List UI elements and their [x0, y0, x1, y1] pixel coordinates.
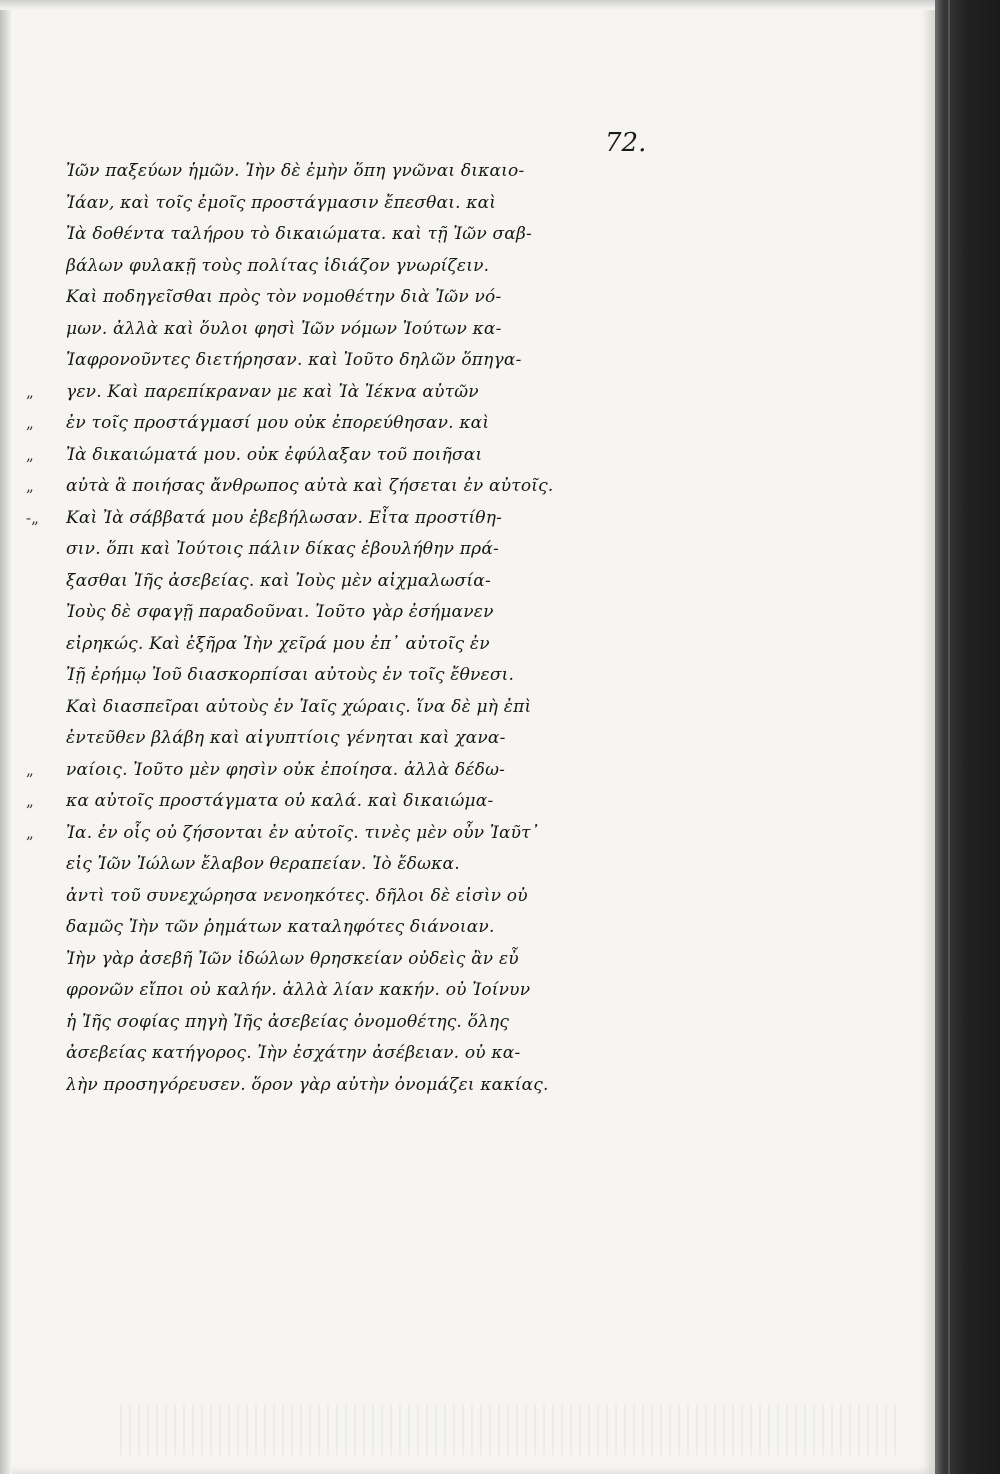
margin-mark [26, 188, 62, 220]
text-line: σιν. ὅπι καὶ Ἰούτοις πάλιν δίκας ἐβουλήθην πρά- [66, 539, 499, 559]
text-line: Καὶ διασπεῖραι αὐτοὺς ἐν Ἰαῖς χώραις. ἵνα δὲ μὴ ἐπὶ [66, 696, 532, 717]
text-line: εἰς Ἰῶν Ἰώλων ἔλαβον θεραπείαν. Ἰὸ ἔδωκα. [66, 854, 460, 874]
margin-quotation-marks [26, 156, 62, 1101]
text-line: βάλων φυλακῇ τοὺς πολίτας ἰδιάζον γνωρίζειν. [66, 255, 490, 276]
text-line: φρονῶν εἴποι οὐ καλήν. ἀλλὰ λίαν κακήν. οὐ Ἰοίνυν [66, 980, 531, 1000]
margin-mark [26, 1007, 62, 1039]
margin-mark [26, 849, 62, 881]
text-line: ἀντὶ τοῦ συνεχώρησα νενοηκότες. δῆλοι δὲ εἰσὶν οὐ [66, 885, 528, 906]
margin-mark [26, 219, 62, 251]
text-line: Ἰαφρονοῦντες διετήρησαν. καὶ Ἰοῦτο δηλῶν ὅπηγα- [66, 350, 522, 370]
margin-mark: „ [26, 823, 34, 842]
margin-mark [26, 660, 62, 692]
margin-mark: „ [26, 477, 34, 495]
text-line: Ἰὴν γὰρ ἀσεβῆ Ἰῶν ἰδώλων θρησκείαν οὐδεὶς ἂν εὖ [66, 948, 519, 969]
text-line: Ἰὰ δοθέντα ταλήρου τὸ δικαιώματα. καὶ τῇ Ἰῶν σαβ- [66, 224, 532, 244]
text-line: λὴν προσηγόρευσεν. ὅρον γὰρ αὐτὴν ὀνομάζει κακίας. [66, 1074, 549, 1095]
margin-mark [26, 314, 62, 346]
margin-mark: „ [26, 382, 34, 401]
margin-mark [26, 597, 62, 629]
margin-mark [26, 629, 62, 661]
manuscript-text-block [66, 156, 606, 1101]
margin-mark [26, 912, 62, 944]
margin-mark [26, 251, 62, 283]
margin-mark [26, 1070, 62, 1102]
book-binding-edge [935, 0, 1000, 1474]
text-line: εἰρηκώς. Καὶ ἐξῆρα Ἰὴν χεῖρά μου ἐπ᾽ αὐτοῖς ἐν [66, 633, 490, 654]
page-top-edge [0, 0, 935, 10]
margin-mark [26, 881, 62, 913]
text-line: Ἰα. ἐν οἷς οὐ ζήσονται ἐν αὐτοῖς. τινὲς μὲν οὖν Ἰαῦτ᾽ [66, 822, 540, 843]
bleed-through-texture [120, 1405, 900, 1455]
margin-mark: „ [26, 760, 34, 779]
margin-mark [26, 345, 62, 377]
folio-number: 72. [605, 128, 647, 158]
text-line: γεν. Καὶ παρεπίκραναν με καὶ Ἰὰ Ἰέκνα αὐτῶν [66, 381, 479, 402]
margin-mark [26, 692, 62, 724]
margin-mark [26, 1038, 62, 1070]
margin-mark: -„ [26, 508, 39, 527]
text-line: ναίοις. Ἰοῦτο μὲν φησὶν οὐκ ἐποίησα. ἀλλὰ δέδω- [66, 759, 506, 780]
margin-mark [26, 975, 62, 1007]
text-line: ἀσεβείας κατήγορος. Ἰὴν ἐσχάτην ἀσέβειαν. οὐ κα- [66, 1043, 521, 1063]
margin-mark [26, 566, 62, 598]
text-line: ἡ Ἰῆς σοφίας πηγὴ Ἰῆς ἀσεβείας ὀνομοθέτης. ὅλης [66, 1011, 510, 1032]
text-line: μων. ἀλλὰ καὶ ὅυλοι φησὶ Ἰῶν νόμων Ἰούτων κα- [66, 318, 502, 339]
text-line: αὐτὰ ἃ ποιήσας ἄνθρωπος αὐτὰ καὶ ζήσεται ἐν αὐτοῖς. [66, 476, 554, 496]
text-line: Καὶ ποδηγεῖσθαι πρὸς τὸν νομοθέτην διὰ Ἰῶν νό- [66, 287, 502, 307]
text-line: Ἰοὺς δὲ σφαγῇ παραδοῦναι. Ἰοῦτο γὰρ ἐσήμανεν [66, 602, 494, 622]
text-line: Ἰάαν, καὶ τοῖς ἐμοῖς προστάγμασιν ἔπεσθαι. καὶ [66, 192, 497, 213]
margin-mark [26, 282, 62, 314]
margin-mark: „ [26, 445, 34, 464]
text-line: Ἰῇ ἐρήμῳ Ἰοῦ διασκορπίσαι αὐτοὺς ἐν τοῖς ἔθνεσι. [66, 665, 515, 685]
margin-mark: „ [26, 414, 34, 432]
text-line: Καὶ Ἰὰ σάββατά μου ἐβεβήλωσαν. Εἶτα προστίθη- [66, 507, 503, 528]
margin-mark [26, 723, 62, 755]
text-line: δαμῶς Ἰὴν τῶν ῥημάτων καταληφότες διάνοιαν. [66, 917, 495, 937]
text-line: ἐντεῦθεν βλάβη καὶ αἰγυπτίοις γένηται καὶ χανα- [66, 728, 506, 748]
page-left-edge [0, 0, 12, 1474]
text-line: ἐν τοῖς προστάγμασί μου οὐκ ἐπορεύθησαν. καὶ [66, 413, 490, 433]
text-line: κα αὐτοῖς προστάγματα οὐ καλά. καὶ δικαιώμα- [66, 791, 494, 811]
text-line: Ἰῶν παξεύων ἡμῶν. Ἰὴν δὲ ἐμὴν ὅπη γνῶναι δικαιο- [66, 161, 525, 181]
margin-mark [26, 156, 62, 188]
margin-mark [26, 534, 62, 566]
margin-mark [26, 944, 62, 976]
text-line: Ἰὰ δικαιώματά μου. οὐκ ἐφύλαξαν τοῦ ποιῆσαι [66, 444, 483, 465]
binding-highlight [948, 0, 950, 1474]
text-line: ξασθαι Ἰῆς ἀσεβείας. καὶ Ἰοὺς μὲν αἰχμαλωσία- [66, 570, 491, 591]
margin-mark: „ [26, 792, 34, 810]
